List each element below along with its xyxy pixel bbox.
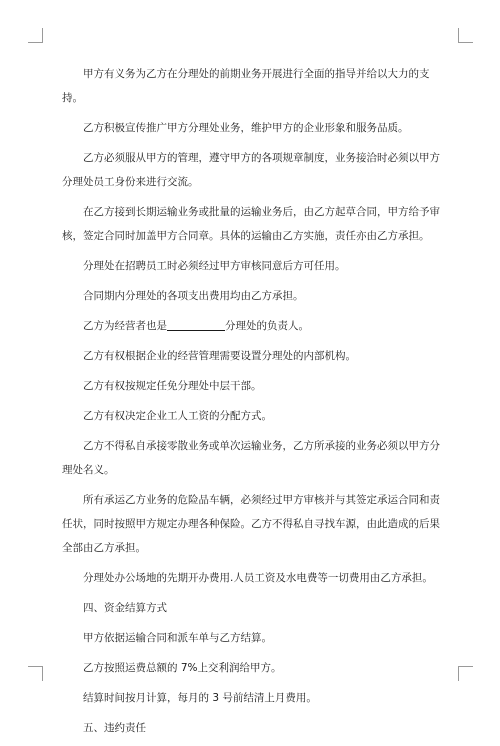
paragraph-business-name: 乙方不得私自承接零散业务或单次运输业务，乙方所承接的业务必须以甲方分理处名义。 — [62, 440, 440, 476]
paragraph-settlement-basis: 甲方依据运输合同和派车单与乙方结算。 — [83, 632, 272, 644]
paragraph-management: 乙方必须服从甲方的管理，遵守甲方的各项规章制度，业务接洽时必须以甲方分理处员工身份来进行交流。 — [62, 152, 440, 188]
paragraph-expenses: 合同期内分理处的各项支出费用均由乙方承担。 — [83, 290, 304, 302]
document-body — [62, 62, 442, 746]
paragraph-wage-distribution: 乙方有权决定企业工人工资的分配方式。 — [83, 410, 272, 422]
paragraph-settlement-time: 结算时间按月计算，每月的 3 号前结清上月费用。 — [83, 692, 317, 704]
paragraph-office-costs: 分理处办公场地的先期开办费用.人员工资及水电费等一切费用由乙方承担。 — [83, 572, 433, 584]
section-heading-settlement: 四、资金结算方式 — [83, 602, 167, 614]
paragraph-guidance: 甲方有义务为乙方在分理处的前期业务开展进行全面的指导并给以大力的支持。 — [62, 68, 430, 104]
paragraph-promotion: 乙方积极宣传推广甲方分理处业务，维护甲方的企业形象和服务品质。 — [83, 122, 409, 134]
paragraph-recruitment: 分理处在招聘员工时必须经过甲方审核同意后方可任用。 — [83, 260, 346, 272]
paragraph-middle-managers: 乙方有权按规定任免分理处中层干部。 — [83, 380, 262, 392]
section-heading-liability: 五、违约责任 — [83, 722, 146, 734]
crop-mark-bottom-left — [28, 666, 43, 681]
manager-name-blank — [167, 319, 225, 331]
paragraph-hazmat-vehicles: 所有承运乙方业务的危险品车辆，必须经过甲方审核并与其签定承运合同和责任状，同时按照甲方规定办理各种保险。乙方不得私自寻找车源，由此造成的后果全部由乙方承担。 — [62, 494, 440, 554]
paragraph-profit-share: 乙方按照运费总额的 7%上交利润给甲方。 — [83, 662, 282, 674]
paragraph-contract-drafting: 在乙方接到长期运输业务或批量的运输业务后，由乙方起草合同，甲方给予审核，签定合同时加盖甲方合同章。具体的运输由乙方实施，责任亦由乙方承担。 — [62, 206, 440, 242]
paragraph-manager — [62, 314, 442, 338]
manager-line-after: 分理处的负责人。 — [225, 320, 309, 332]
crop-mark-top-left — [28, 28, 43, 43]
manager-line-before: 乙方为经营者也是 — [83, 320, 167, 332]
crop-mark-top-right — [458, 28, 473, 43]
paragraph-internal-structure: 乙方有权根据企业的经营管理需要设置分理处的内部机构。 — [83, 350, 356, 362]
crop-mark-bottom-right — [458, 666, 473, 681]
